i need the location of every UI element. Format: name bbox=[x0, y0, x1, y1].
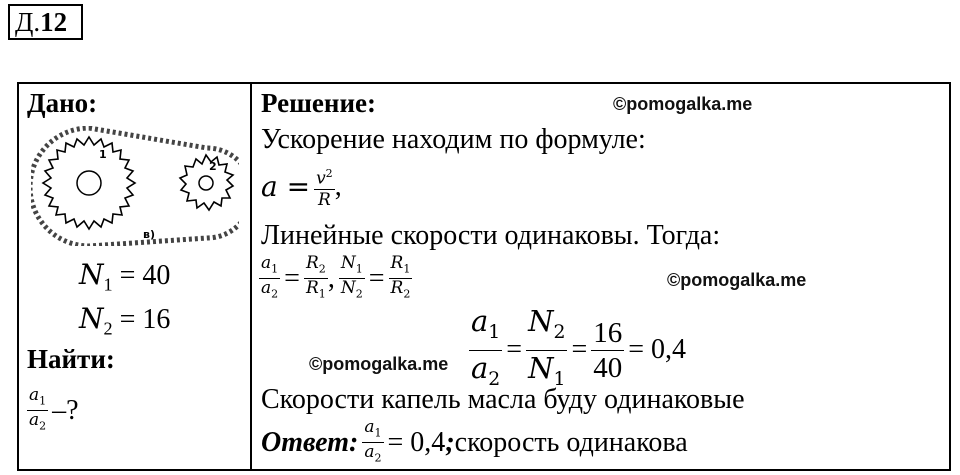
gear-chain-figure bbox=[31, 126, 239, 246]
gear-1 bbox=[43, 137, 135, 229]
gear-1-label: 1 bbox=[99, 148, 107, 161]
ratio-relations: $\frac{a_1}{a_2}$ = $\frac{R_2}{R_1}$ , $\frac{N_1}{N_2}$ = $\frac{R_1}{R_2}$ bbox=[261, 253, 411, 301]
task-number-box bbox=[8, 4, 83, 40]
watermark-3: ©pomogalka.me bbox=[309, 354, 449, 374]
task-number: 12 bbox=[40, 7, 68, 37]
watermark-1: ©pomogalka.me bbox=[613, 94, 753, 114]
solution-line-1: Ускорение находим по формуле: bbox=[261, 124, 646, 155]
solution-line-3: Скорости капель масла буду одинаковые bbox=[261, 384, 745, 415]
answer-label: Ответ: bbox=[261, 426, 359, 458]
column-divider bbox=[250, 84, 252, 469]
answer-line: Ответ: $\frac{a_1}{a_2}$ = 0,4;скорость одинакова bbox=[261, 417, 688, 465]
watermark-2: ©pomogalka.me bbox=[667, 270, 807, 290]
task-prefix: Д. bbox=[15, 7, 41, 37]
given-n2: $N_2 = 16$ bbox=[79, 302, 171, 339]
figure-label: в) bbox=[143, 228, 155, 241]
find-fraction: $\frac{a_1}{a_2}$ bbox=[29, 385, 47, 433]
gear-2-label: 2 bbox=[209, 160, 217, 173]
solution-table bbox=[17, 82, 951, 471]
given-heading: Дано: bbox=[27, 88, 98, 118]
solution-line-2: Линейные скорости одинаковы. Тогда: bbox=[261, 220, 721, 251]
find-heading: Найти: bbox=[27, 344, 115, 374]
find-ratio: $\frac{a_1}{a_2}$ –? bbox=[27, 386, 79, 436]
ratio-calculation: $\frac{a_1}{a_2}$ = $\frac{N_2}{N_1}$ = $\frac{16}{40}$ = 0,4 bbox=[471, 304, 687, 390]
solution-heading: Решение: bbox=[261, 88, 376, 118]
gear-2 bbox=[180, 155, 233, 210]
acceleration-formula: a = $\frac{v^2}{R}$ , bbox=[261, 164, 342, 210]
given-n1: $N_1 = 40$ bbox=[79, 258, 171, 295]
